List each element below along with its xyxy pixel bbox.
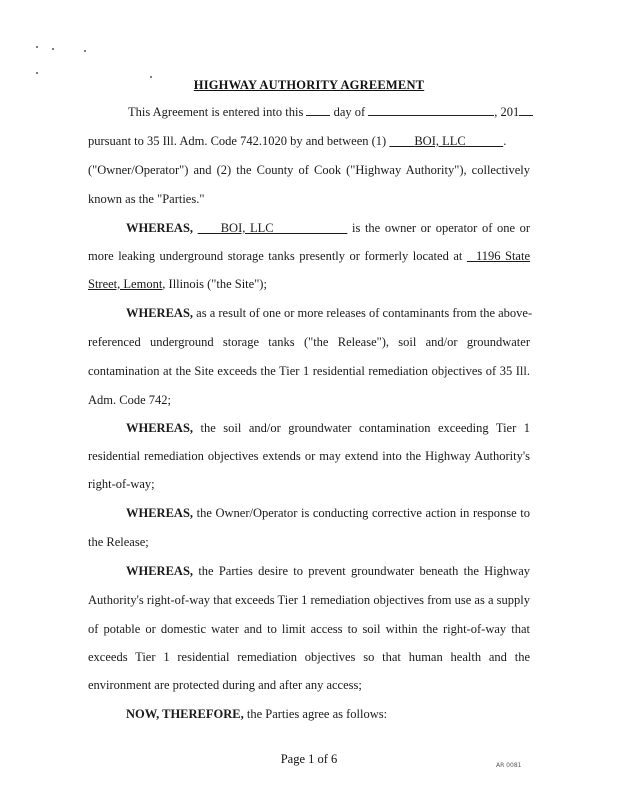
intro-line-2: pursuant to 35 Ill. Adm. Code 742.1020 by and between (1) BOI, LLC . (88, 134, 507, 148)
whereas-text: the Parties desire to prevent groundwater beneath the Highway (198, 564, 530, 578)
intro-line-4: known as the "Parties." (88, 192, 205, 206)
whereas-text: as a result of one or more releases of contaminants from the above- (196, 306, 533, 320)
whereas-keyword: WHEREAS, (126, 421, 194, 435)
whereas-text: , Illinois ("the Site"); (162, 277, 267, 291)
intro-line-3: ("Owner/Operator") and (2) the County of Cook ("Highway Authority"), collectively (88, 163, 530, 177)
whereas-text: more leaking underground storage tanks presently or formerly located at (88, 249, 463, 263)
now-therefore-line (126, 706, 387, 722)
whereas-keyword: WHEREAS, (126, 306, 194, 320)
whereas5-line-4: exceeds Tier 1 residential remediation objectives so that human health and the (88, 650, 530, 664)
whereas-keyword: WHEREAS, (126, 506, 194, 520)
whereas1-line-2 (88, 248, 530, 264)
year-text: , 201 (494, 105, 520, 119)
scan-speck (52, 48, 54, 50)
whereas1-line-3 (88, 276, 267, 292)
whereas2-line-2: referenced underground storage tanks ("the Release"), soil and/or groundwater (88, 335, 530, 349)
whereas3-line-1 (126, 420, 530, 436)
whereas2-line-3: contamination at the Site exceeds the Tier 1 residential remediation objectives of 35 Ill. (88, 364, 530, 378)
intro-line-1 (128, 104, 533, 120)
year-blank (519, 104, 533, 116)
whereas1-line-1 (126, 220, 530, 236)
intro-text: pursuant to 35 Ill. Adm. Code 742.1020 by and between (1) (88, 134, 387, 148)
day-blank (306, 104, 330, 116)
now-therefore-text: the Parties agree as follows: (246, 707, 388, 721)
site-address: Street, Lemont (88, 277, 163, 291)
whereas2-line-1 (126, 305, 533, 321)
whereas-keyword: WHEREAS, (126, 564, 194, 578)
scan-speck (36, 72, 38, 74)
whereas2-line-4: Adm. Code 742; (88, 393, 171, 407)
scan-speck (84, 50, 86, 52)
whereas5-line-1 (126, 563, 530, 579)
whereas5-line-3: of potable or domestic water and to limit access to soil within the right-of-way that (88, 622, 530, 636)
whereas-text: the Owner/Operator is conducting corrective action in response to (196, 506, 531, 520)
scan-speck (36, 46, 38, 48)
site-address: 1196 State (475, 249, 531, 263)
intro-text: day of (333, 105, 366, 119)
owner-name: BOI, LLC (220, 221, 274, 235)
whereas4-line-1 (126, 505, 530, 521)
whereas-text: the soil and/or groundwater contamination exceeding Tier 1 (200, 421, 531, 435)
document-title: HIGHWAY AUTHORITY AGREEMENT (193, 78, 425, 92)
now-therefore-keyword: NOW, THEREFORE, (126, 707, 244, 721)
intro-text: This Agreement is entered into this (128, 105, 304, 119)
owner-name: BOI, LLC (414, 134, 466, 148)
whereas-text: is the owner or operator of one or (352, 221, 531, 235)
whereas-keyword: WHEREAS, (126, 221, 194, 235)
whereas5-line-2: Authority's right-of-way that exceeds Tier 1 remediation objectives from use as a supply (88, 593, 530, 607)
whereas3-line-2: residential remediation objectives extends or may extend into the Highway Authority's (88, 449, 530, 463)
bates-stamp: AR 0081 (496, 762, 522, 769)
page-footer: Page 1 of 6 (280, 752, 338, 766)
month-blank (368, 104, 494, 116)
whereas3-line-3: right-of-way; (88, 477, 155, 491)
whereas5-line-5: environment are protected during and after any access; (88, 678, 362, 692)
whereas4-line-2: the Release; (88, 535, 149, 549)
